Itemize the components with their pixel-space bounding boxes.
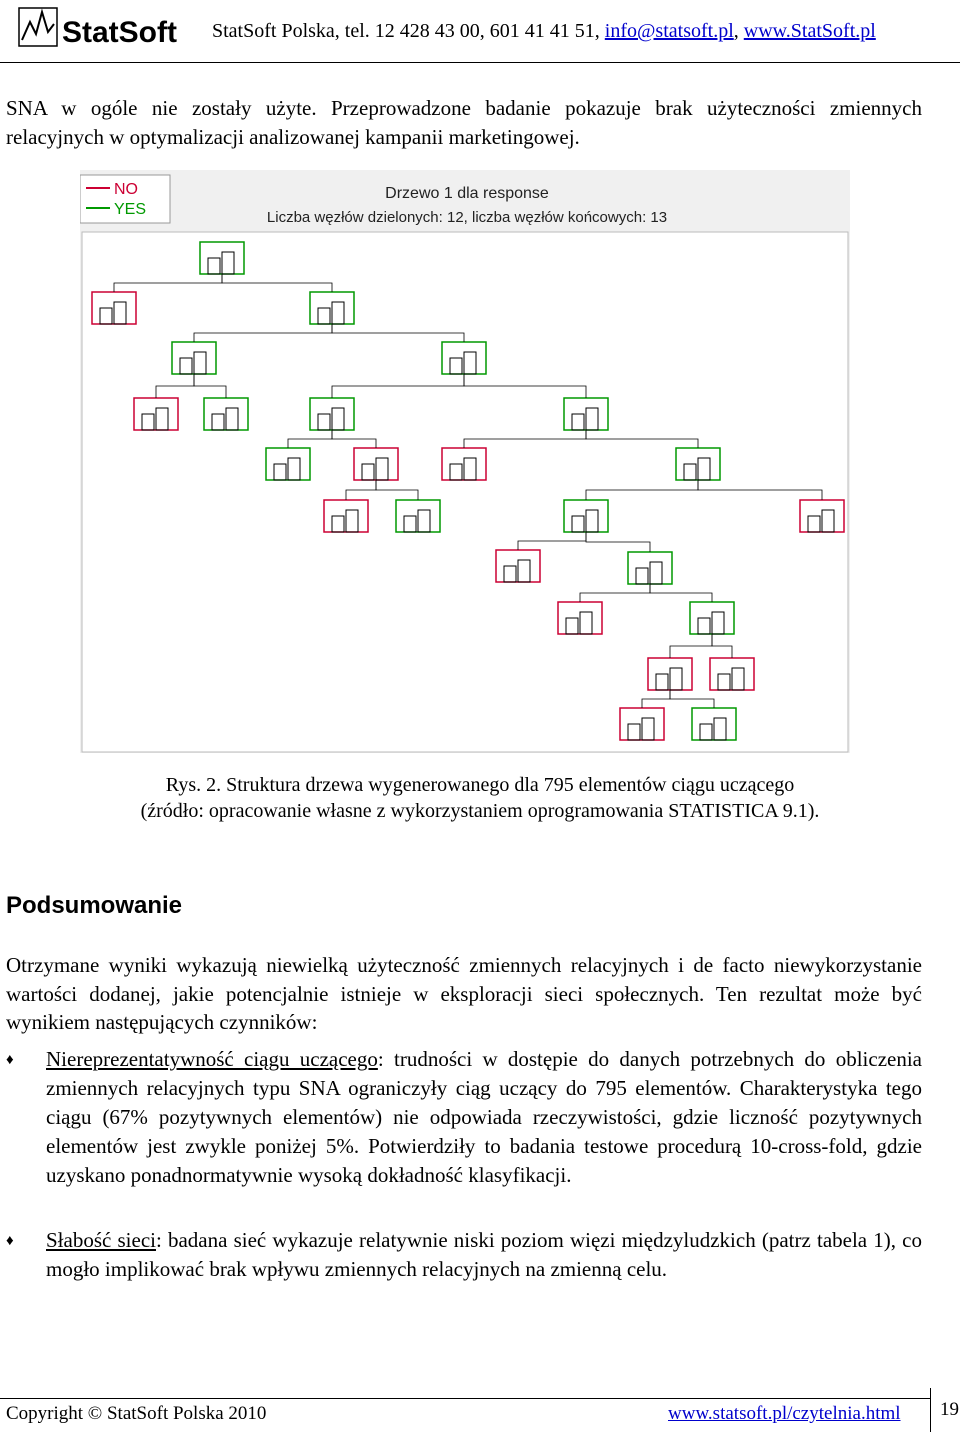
statsoft-logo — [18, 2, 193, 52]
tree-panel — [82, 232, 848, 752]
logo-text: StatSoft — [62, 16, 177, 49]
caption-line-1: Rys. 2. Struktura drzewa wygenerowanego dla 795 elementów ciągu uczącego — [165, 774, 795, 796]
header-contact — [212, 20, 876, 43]
bullet-2-label: Słabość sieci — [46, 1228, 156, 1252]
website-link[interactable]: www.StatSoft.pl — [743, 20, 876, 42]
decision-tree-figure — [80, 170, 850, 753]
section-heading: Podsumowanie — [6, 892, 183, 919]
footer-link[interactable]: www.statsoft.pl/czytelnia.html — [668, 1403, 901, 1424]
logo-icon — [18, 2, 193, 52]
contact-prefix: StatSoft Polska, tel. 12 428 43 00, 601 41 41 51, — [212, 20, 605, 42]
header-divider — [0, 62, 960, 63]
page-number: 19 — [940, 1399, 959, 1420]
legend-yes-label: YES — [114, 201, 147, 218]
bullet-1 — [46, 1045, 922, 1190]
diamond-bullet-icon: ♦ — [6, 1233, 14, 1249]
bullet-1-text: : trudności w dostępie do danych potrzebnych do obliczenia zmiennych relacyjnych typu SNA ograniczyły ciąg uczący do 795 elementów. Charakterystyka tego ciągu (67% pozytywnych elementów) nie odpowiada rzeczywistości, gdzie liczność pozytywnych elementów jest zwykle poniżej 5%. Potwierdziły to badania testowe procedurą 10-cross-fold, gdzie uzyskano ponadnormatywnie wysoką dokładność klasyfikacji. — [46, 1047, 922, 1187]
caption-line-2: (źródło: opracowanie własne z wykorzystaniem oprogramowania STATISTICA 9.1). — [140, 800, 820, 822]
figure-caption — [0, 772, 960, 824]
legend-no-label: NO — [114, 181, 138, 198]
bullet-2 — [46, 1226, 922, 1284]
intro-paragraph: SNA w ogóle nie zostały użyte. Przeprowadzone badanie pokazuje brak użyteczności zmiennych relacyjnych w optymalizacji analizowanej kampanii marketingowej. — [6, 96, 922, 149]
footer-copyright: Copyright © StatSoft Polska 2010 — [6, 1403, 267, 1424]
diamond-bullet-icon: ♦ — [6, 1052, 14, 1068]
contact-separator: , — [733, 20, 744, 42]
summary-paragraph: Otrzymane wyniki wykazują niewielką użyteczność zmiennych relacyjnych i de facto niewykorzystanie wartości dodanej, jakie potencjalnie istnieje w eksploracji sieci społecznych. Ten rezultat może być wynikiem następujących czynników: — [6, 953, 922, 1034]
tree-subtitle: Liczba węzłów dzielonych: 12, liczba węzłów końcowych: 13 — [266, 209, 668, 226]
email-link[interactable]: info@statsoft.pl — [604, 20, 734, 42]
tree-title: Drzewo 1 dla response — [385, 185, 549, 202]
bullet-1-label: Niereprezentatywność ciągu uczącego — [46, 1047, 378, 1071]
bullet-2-text: : badana sieć wykazuje relatywnie niski poziom więzi międzyludzkich (patrz tabela 1), co mogło implikować brak wpływu zmiennych relacyjnych na zmienną celu. — [46, 1228, 923, 1281]
footer-divider — [0, 1398, 930, 1399]
